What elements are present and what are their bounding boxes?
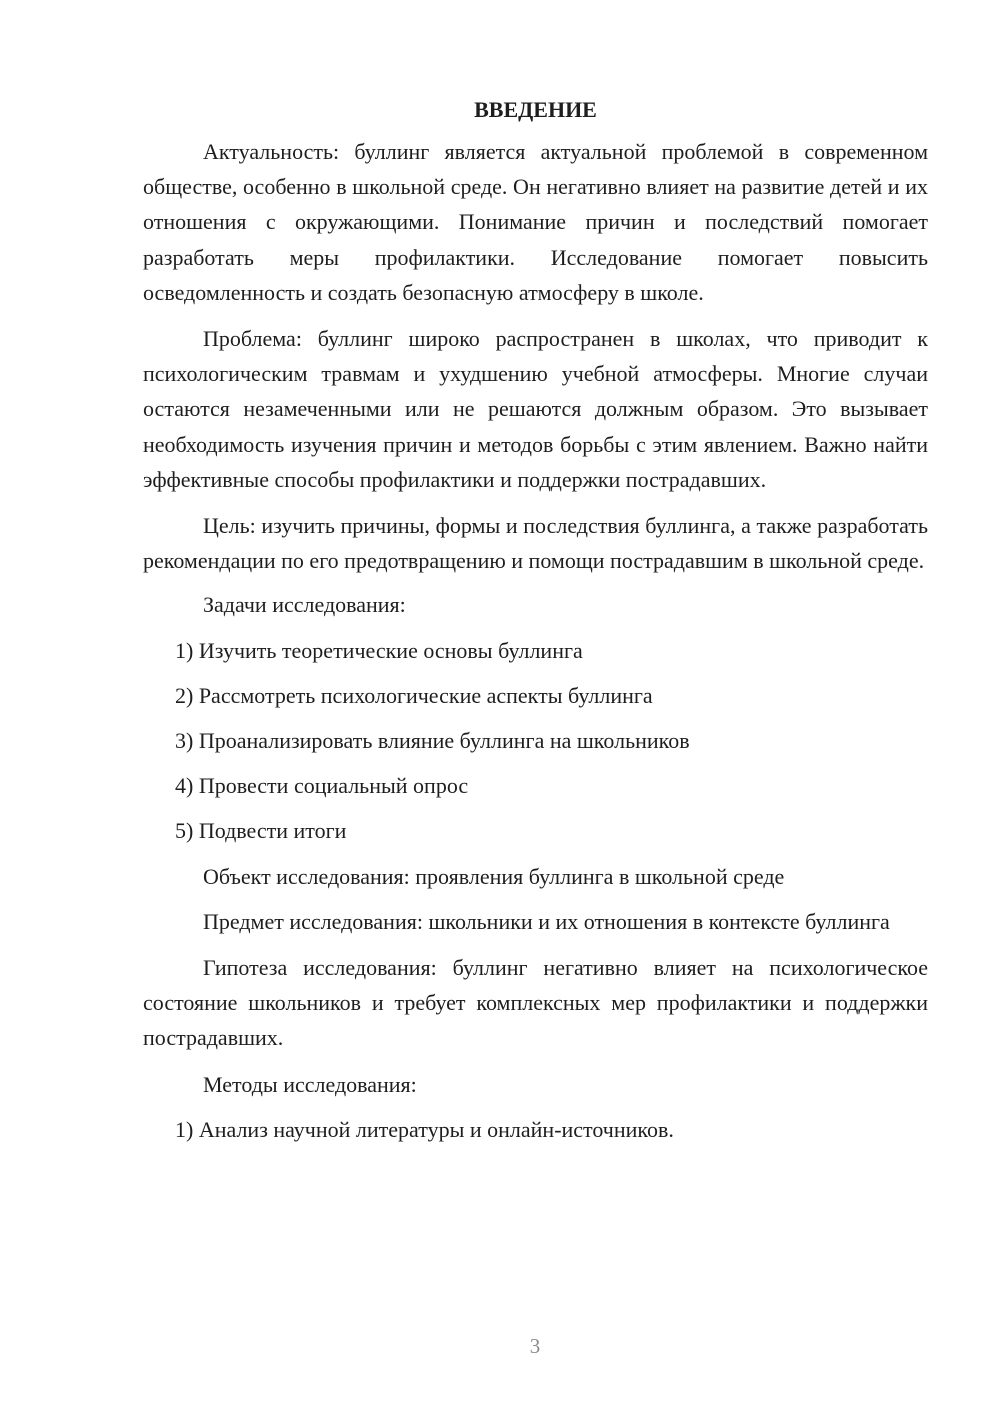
methods-list [143, 1112, 928, 1147]
methods-heading: Методы исследования: [203, 1071, 417, 1097]
list-item: 3) Проанализировать влияние буллинга на школьников [175, 728, 690, 754]
hypothesis-paragraph: Гипотеза исследования: буллинг негативно влияет на психологическое состояние школьников и требует комплексных мер профилактики и поддержки пострадавших. [143, 955, 928, 1051]
list-item: 4) Провести социальный опрос [175, 773, 469, 799]
list-item: 1) Изучить теоретические основы буллинга [175, 637, 583, 663]
relevance-paragraph: Актуальность: буллинг является актуальной проблемой в современном обществе, особенно в школьной среде. Он негативно влияет на развитие детей и их отношения с окружающими. Понимание причин и последствий помогает разработать меры профилактики. Исследование помогает повысить осведомленность и создать безопасную атмосферу в школе. [143, 139, 928, 305]
goal-paragraph: Цель: изучить причины, формы и последствия буллинга, а также разработать рекомендации по его предотвращению и помощи пострадавшим в школьной среде. [143, 513, 928, 574]
problem-paragraph: Проблема: буллинг широко распространен в школах, что приводит к психологическим травмам и ухудшению учебной атмосферы. Многие случаи остаются незамеченными или не решаются должным образом. Это вызывает необходимость изучения причин и методов борьбы с этим явлением. Важно найти эффективные способы профилактики и поддержки пострадавших. [143, 326, 928, 492]
object-paragraph: Объект исследования: проявления буллинга в школьной среде [203, 863, 785, 889]
list-item: 2) Рассмотреть психологические аспекты буллинга [175, 682, 653, 708]
list-item: 5) Подвести итоги [175, 818, 347, 844]
document-page [143, 92, 928, 1147]
page-number: 3 [529, 1334, 541, 1358]
tasks-heading: Задачи исследования: [203, 592, 406, 618]
tasks-list [143, 633, 928, 849]
subject-paragraph: Предмет исследования: школьники и их отношения в контексте буллинга [203, 908, 890, 934]
list-item: 1) Анализ научной литературы и онлайн-источников. [175, 1116, 674, 1142]
page-title: ВВЕДЕНИЕ [474, 97, 597, 122]
